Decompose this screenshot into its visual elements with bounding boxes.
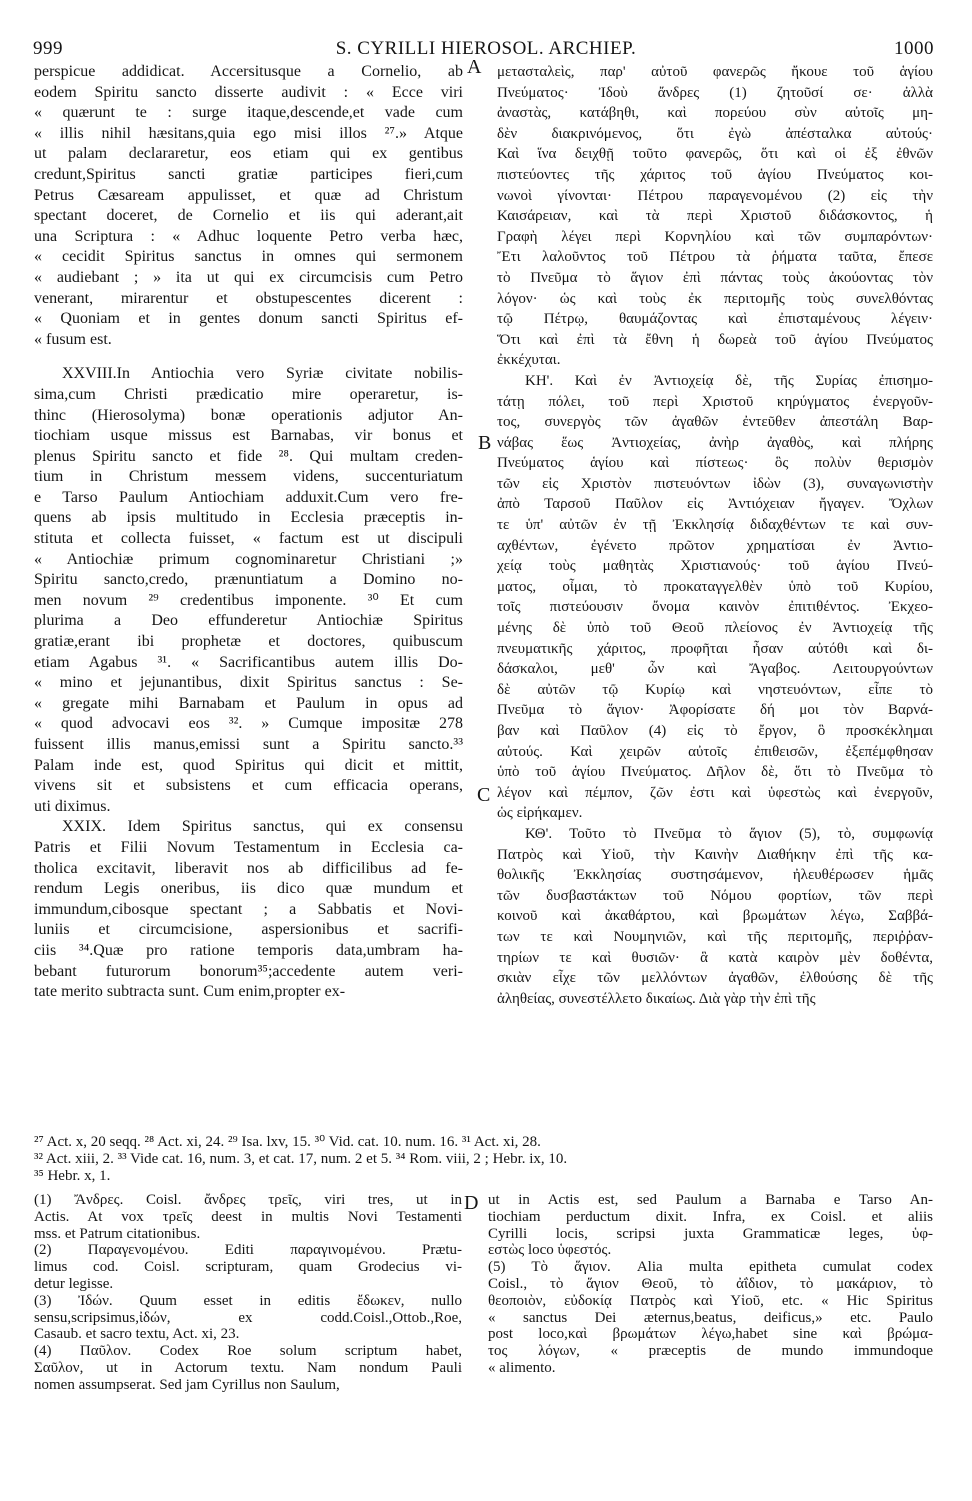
greek-text-line: μετασταλεὶς, παρ' αὐτοῦ φανερῶς ἤκουε τοῦ ἁγίου — [497, 64, 933, 80]
greek-text-line: Γραφὴ λέγει περὶ Κορνηλίου καὶ τῶν συμπαρόντων· — [497, 228, 933, 245]
greek-text-line: ματος, οἶμαι, τὸ προκαταγγελθὲν ὑπὸ τοῦ Κυρίου, — [497, 578, 933, 595]
note-line: (1) Ἄνδρες. Coisl. ἄνδρες τρεῖς, viri tres, ut in — [34, 1192, 462, 1208]
margin-letter-d: D — [464, 1192, 479, 1214]
running-title: S. CYRILLI HIEROSOL. ARCHIEP. — [335, 38, 637, 59]
greek-text-line: πνευματικῆς χάριτος, προφῆται ἦσαν αὐτόθι καὶ δι- — [497, 640, 933, 657]
greek-text-line: θολικῆς Ἐκκλησίας συστησάμενον, ἠλευθέρωσεν ἡμᾶς — [497, 867, 933, 884]
greek-text-line: αχθέντων, ἐγένετο πρῶτον χρηματίσαι ἐν Ἀντιο- — [497, 537, 933, 554]
note-line: « sanctus Dei æternus,beatus, deificus,» etc. Paulo — [488, 1309, 933, 1326]
greek-text-line: τος, συνεργὸς τῶν ἀγαθῶν ἐντεῦθεν ἀπεστάλη Βαρ- — [497, 414, 933, 431]
greek-text-line: ἀναστὰς, κατάβηθι, καὶ πορεύου σὺν αὐτοῖς μη- — [497, 105, 933, 122]
note-line: (2) Παραγενομένου. Editi παραγινομένου. Prætu- — [34, 1242, 462, 1259]
latin-text-line: gratiæ,erant ibi prophetæ et doctores, quibuscum — [34, 633, 463, 651]
latin-text-line: « Quoniam et in gentes donum sancti Spiritus ef- — [34, 310, 463, 328]
latin-text-line: una Scriptura : « Adhuc loquente Petro verba hæc, — [34, 227, 463, 245]
greek-text-line: Ὅτι καὶ ἐπὶ τὰ ἔθνη ἡ δωρεὰ τοῦ ἁγίου Πνεύματος — [497, 331, 933, 348]
latin-text-line: luniis et circumcisione, aspersionibus et sacrifi- — [34, 921, 463, 939]
note-line: limus cod. Coisl. scripturam, quam Grodecius vi- — [34, 1259, 462, 1276]
note-line: Casaub. et sacro textu, Act. xi, 23. — [34, 1326, 240, 1343]
reference-line: ³² Act. xiii, 2. ³³ Vide cat. 16, num. 3, et cat. 17, num. 2 et 5. ³⁴ Rom. viii, 2 ; Hebr. ix, 10. — [34, 1151, 568, 1167]
latin-text-line: « Antiochiæ primum cognominaretur Christiani ;» — [34, 550, 463, 568]
greek-text-line: ἀληθείας, συνεστέλλετο δικαίως. Διὰ γὰρ τὴν ἐπὶ τῆς — [497, 990, 816, 1007]
latin-text-line: fuissent illis manus,emissi sunt a Spiritu sancto.³³ — [34, 736, 463, 753]
note-line: Σαῦλον, ut in Actorum textu. Nam nondum Pauli — [34, 1359, 462, 1376]
latin-text-line: credunt,Spiritus sancti gratiæ participes fieri,cum — [34, 165, 463, 183]
latin-text-line: e Tarso Paulum Antiochiam adduxit.Cum vero fre- — [34, 488, 463, 506]
latin-text-line: uti diximus. — [34, 797, 111, 815]
note-line: Actis. At vox τρεῖς deest in multis Novi Testamenti — [34, 1208, 462, 1225]
greek-text-line: ἐκκέχυται. — [497, 352, 561, 369]
note-line: εστὼς loco ὑφεστός. — [488, 1242, 612, 1259]
latin-text-line: Petrus Cæsaream appulisset, et quæ ad Christum — [34, 186, 463, 204]
reference-line: ³⁵ Hebr. x, 1. — [34, 1168, 111, 1184]
greek-text-line: τῶν δυσβαστάκτων τοῦ Νόμου φορτίων, τῶν περὶ — [497, 887, 933, 904]
latin-text-line: « illis nihil hæsitans,quia ego misi illos ²⁷.» Atque — [34, 124, 463, 142]
greek-text-line: ὑπὸ τοῦ ἁγίου Πνεύματος. Δῆλον δὲ, ὅτι τὸ Πνεῦμα τὸ — [497, 764, 933, 781]
greek-text-line: τε ὑπ' αὐτῶν ἐν τῇ Ἐκκλησίᾳ διδαχθέντων τε καὶ συν- — [497, 517, 933, 534]
latin-text-line: plenus Spiritu sancto et fide ²⁸. Qui multam creden- — [34, 447, 463, 465]
latin-text-line: tate merito subtracta sunt. Cum enim,propter ex- — [34, 983, 346, 1001]
greek-text-line: βαν καὶ Παῦλον (4) εἰς τὸ ἔργον, ὃ προσκέκλημαι — [497, 723, 933, 739]
greek-column — [497, 62, 933, 1009]
note-line: nomen assumpserat. Sed jam Cyrillus non Saulum, — [34, 1376, 340, 1393]
latin-text-line: « mino et jejunantibus, dixit Spiritus sanctus : Se- — [34, 674, 463, 692]
margin-letter-b: B — [478, 432, 492, 454]
greek-text-line: πιστεύοντες τῆς χάριτος τοῦ ἁγίου Πνεύματος κοι- — [497, 166, 933, 183]
latin-text-line: rendum Legis oneribus, iis dico quæ mundum et — [34, 880, 463, 898]
latin-text-line: « gregate mihi Barnabam et Paulum in opus ad — [34, 694, 463, 712]
latin-text-line: tiochiam usque missus est Barnabas, vir bonus et — [34, 427, 463, 445]
note-line: sensu,scripsimus,ἰδών, ex codd.Coisl.,Ottob.,Roe, — [34, 1309, 462, 1326]
greek-text-line: ὡς εἰρήκαμεν. — [497, 805, 583, 822]
margin-letter-c: C — [477, 784, 491, 806]
latin-text-line: Palam inde est, quod Spiritus qui dicit et mittit, — [34, 756, 463, 774]
reference-line: ²⁷ Act. x, 20 seqq. ²⁸ Act. xi, 24. ²⁹ Isa. lxv, 15. ³⁰ Vid. cat. 10. num. 16. ³¹ Act. xi, 28. — [34, 1134, 541, 1150]
latin-text-line: tholica excitavit, liberavit nos ab difficilibus ad fe- — [34, 859, 463, 877]
greek-text-line: μένης δὲ ὑπὸ τοῦ Θεοῦ πλείονος ἐν Ἀντιοχείᾳ τῆς — [497, 620, 933, 637]
latin-text-line: etiam Agabus ³¹. « Sacrificantibus autem illis Do- — [34, 653, 463, 671]
note-line: mss. et Patrum citationibus. — [34, 1225, 201, 1242]
greek-text-line: ΚΗ'. Καὶ ἐν Ἀντιοχείᾳ δὲ, τῆς Συρίας ἐπισημο- — [525, 372, 933, 389]
greek-text-line: δὲ αὐτῶν τῷ Κυρίῳ καὶ νηστευόντων, εἶπε τὸ — [497, 681, 933, 698]
latin-text-line: perspicue addidicat. Accersitusque a Cornelio, ab — [34, 63, 463, 80]
latin-text-line: quens ab ipsis multitudo in Ecclesia præceptis in- — [34, 509, 463, 527]
note-line: Coisl., τὸ ἅγιον Θεοῦ, τὸ ἀΐδιον, τὸ μακάριον, τὸ — [488, 1275, 933, 1292]
greek-text-line: Πνεύματος ἁγίου καὶ πίστεως· ὃς πολὺν θερισμὸν — [497, 455, 933, 472]
latin-text-line: XXVIII.In Antiochia vero Syriæ civitate nobilis- — [62, 365, 463, 383]
greek-text-line: τῷ Πέτρῳ, θαυμάζοντας καὶ ἐπισταμένους λέγειν· — [497, 311, 933, 328]
greek-text-line: Καισάρειαν, καὶ τὰ περὶ Χριστοῦ διδάσκοντος, ἡ — [497, 208, 933, 225]
greek-text-line: των τε καὶ Νουμηνιῶν, καὶ τῆς περιτομῆς, περιῤῥαν- — [497, 928, 933, 945]
greek-text-line: Ἔτι λαλοῦντος τοῦ Πέτρου τὰ ῥήματα ταῦτα, ἔπεσε — [497, 249, 933, 266]
greek-text-line: νάβας ἕως Ἀντιοχείας, ἀνὴρ ἀγαθὸς, καὶ πλήρης — [497, 434, 933, 451]
note-line: θεοποιὸν, εὐδοκίᾳ Πατρὸς καὶ Υἱοῦ, etc. « Hic Spiritus — [488, 1292, 933, 1309]
note-line: τος λόγων, « præceptis de mundo immundoque — [488, 1343, 933, 1360]
greek-text-line: Πατρὸς καὶ Υἱοῦ, τὴν Καινὴν Διαθήκην ἐπὶ τῆς κα- — [497, 846, 933, 863]
note-line: ut in Actis est, sed Paulum a Barnaba e Tarso An- — [488, 1192, 933, 1208]
greek-text-line: τὸ Πνεῦμα τὸ ἅγιον ἐπὶ πάντας τοὺς ἀκούοντας τὸν — [497, 269, 933, 286]
greek-text-line: δὲν διακρινόμενος, ὅτι ἐγὼ ἀπέσταλκα αὐτούς· — [497, 125, 933, 142]
latin-text-line: tium in Christum messem videns, succenturiatum — [34, 468, 463, 486]
latin-text-line: « quod advocavi eos ³². » Cumque impositæ 278 — [34, 715, 463, 733]
note-line: (4) Παῦλον. Codex Roe solum scriptum habet, — [34, 1343, 462, 1360]
scripture-references — [34, 1134, 934, 1185]
latin-text-line: venerant, mirarentur et obstupescentes dicerent : — [34, 289, 463, 307]
critical-notes-right — [488, 1192, 933, 1377]
latin-text-line: vivens sit et subsistens et cum efficacia operans, — [34, 777, 463, 795]
latin-text-line: ut palam declararetur, eos etiam qui ex gentibus — [34, 145, 463, 163]
margin-letter-a: A — [467, 56, 482, 78]
latin-text-line: « fusum est. — [34, 330, 112, 348]
latin-text-line: plurima a Deo effunderetur Antiochiæ Spiritus — [34, 612, 463, 630]
greek-text-line: λέγον καὶ πέμπον, ζῶν ἐστι καὶ ὑφεστὼς καὶ ἐνεργοῦν, — [497, 784, 933, 801]
note-line: detur legisse. — [34, 1275, 114, 1292]
greek-text-line: δάσκαλοι, μεθ' ὧν καὶ Ἄγαβος. Λειτουργούντων — [497, 661, 933, 678]
latin-column — [34, 62, 463, 1003]
latin-text-line: Spiritu sancto,credo, prænuntiatum a Domino no- — [34, 571, 463, 589]
greek-text-line: σκιὰν εἶχε τῶν μελλόντων ἀγαθῶν, ἐλθούσης δὲ τῆς — [497, 970, 933, 987]
greek-text-line: ΚΘ'. Τοῦτο τὸ Πνεῦμα τὸ ἅγιον (5), τὸ, συμφωνίᾳ — [525, 825, 933, 842]
greek-text-line: νωνοὶ γίνονται· Πέτρου παραγενομένου (2) εἰς τὴν — [497, 187, 933, 204]
greek-text-line: ἀπὸ Ταρσοῦ Παῦλον εἰς Ἀντιόχειαν ἤγαγεν. Ὄχλων — [497, 496, 933, 513]
greek-text-line: Πνεύματος· Ἰδοὺ ἄνδρες (1) ζητοῦσί σε· ἀλλὰ — [497, 84, 933, 101]
paragraph-gap — [34, 350, 463, 364]
greek-text-line: κοινοῦ καὶ ἀκαθάρτου, καὶ βρωμάτων λέγω, Σαββά- — [497, 908, 933, 925]
latin-text-line: « audiebant ; » ita ut qui ex circumcisis cum Petro — [34, 268, 463, 286]
latin-text-line: bebant futurorum bonorum³⁵;accedente autem veri- — [34, 962, 463, 980]
latin-text-line: stituta et collecta fuisset, « factum est ut discipuli — [34, 530, 463, 548]
latin-text-line: spectant doceret, de Cornelio et iis qui aderant,ait — [34, 207, 463, 225]
greek-text-line: τάτῃ πόλει, τοῦ περὶ Χριστοῦ κηρύγματος ἐνεργοῦν- — [497, 393, 933, 410]
greek-text-line: χείᾳ τοὺς μαθητὰς Χριστιανούς· τοῦ ἁγίου Πνεύ- — [497, 558, 933, 575]
greek-text-line: τηρίων τε καὶ θυσιῶν· ἃ κατὰ καιρὸν μὲν δοθέντα, — [497, 949, 933, 966]
greek-text-line: λόγον· ὡς καὶ τοὺς ἐκ περιτομῆς τοὺς συνελθόντας — [497, 290, 933, 307]
note-line: tiochiam perductum dixit. Infra, ex Coisl. et aliis — [488, 1208, 933, 1225]
greek-text-line: τῶν εἰς Χριστὸν πιστευόντων ἰδὼν (3), συναγωνιστὴν — [497, 475, 933, 492]
note-line: « alimento. — [488, 1359, 556, 1376]
note-line: (3) Ἰδών. Quum esset in editis ἔδωκεν, nullo — [34, 1292, 462, 1309]
note-line: (5) Τὸ ἅγιον. Alia multa epitheta cumulat codex — [488, 1259, 933, 1276]
latin-text-line: thinc (Hierosolyma) bonæ operationis adjutor An- — [34, 406, 463, 424]
critical-notes-left — [34, 1192, 462, 1394]
latin-text-line: eodem Spiritu sancto disserte audivit : « Ecce viri — [34, 83, 463, 101]
page-number-right: 1000 — [894, 38, 934, 59]
latin-text-line: XXIX. Idem Spiritus sanctus, qui ex consensu — [62, 818, 463, 836]
latin-text-line: sima,cum Christi prædicatio mire operaretur, is- — [34, 385, 463, 403]
note-line: post loco,καὶ βρωμάτων λέγω,habet sine καὶ βρώμα- — [488, 1326, 933, 1343]
greek-text-line: τοῖς πιστεύουσιν ὄνομα καινὸν ἐπιτιθέντος. Ἐκχεο- — [497, 599, 933, 616]
latin-text-line: men novum ²⁹ credentibus imponente. ³⁰ Et cum — [34, 591, 463, 609]
latin-text-line: Patris et Filii Novum Testamentum in Ecclesia ca- — [34, 838, 463, 856]
latin-text-line: ciis ³⁴.Quæ pro ratione temporis data,umbram ha- — [34, 941, 463, 959]
greek-text-line: Καὶ ἵνα δειχθῇ τοῦτο φανερῶς, ὅτι καὶ οἱ ἐξ ἐθνῶν — [497, 146, 933, 163]
latin-text-line: « quærunt te : surge itaque,descende,et vade cum — [34, 104, 463, 122]
page-number-left: 999 — [33, 38, 63, 59]
greek-text-line: Πνεῦμα τὸ ἅγιον· Ἀφορίσατε δή μοι τὸν Βαρνά- — [497, 702, 933, 719]
latin-text-line: immundum,cibosque spectant ; a Sabbatis et Novi- — [34, 900, 463, 918]
latin-text-line: « cecidit Spiritus sanctus in omnes qui sermonem — [34, 248, 463, 266]
note-line: Cyrilli locis, scripsi juxta Grammaticæ leges, ὑφ- — [488, 1225, 933, 1242]
greek-text-line: αὐτούς. Καὶ χειρῶν αὐτοῖς ἐπιθεισῶν, ἐξεπέμφθησαν — [497, 743, 933, 760]
